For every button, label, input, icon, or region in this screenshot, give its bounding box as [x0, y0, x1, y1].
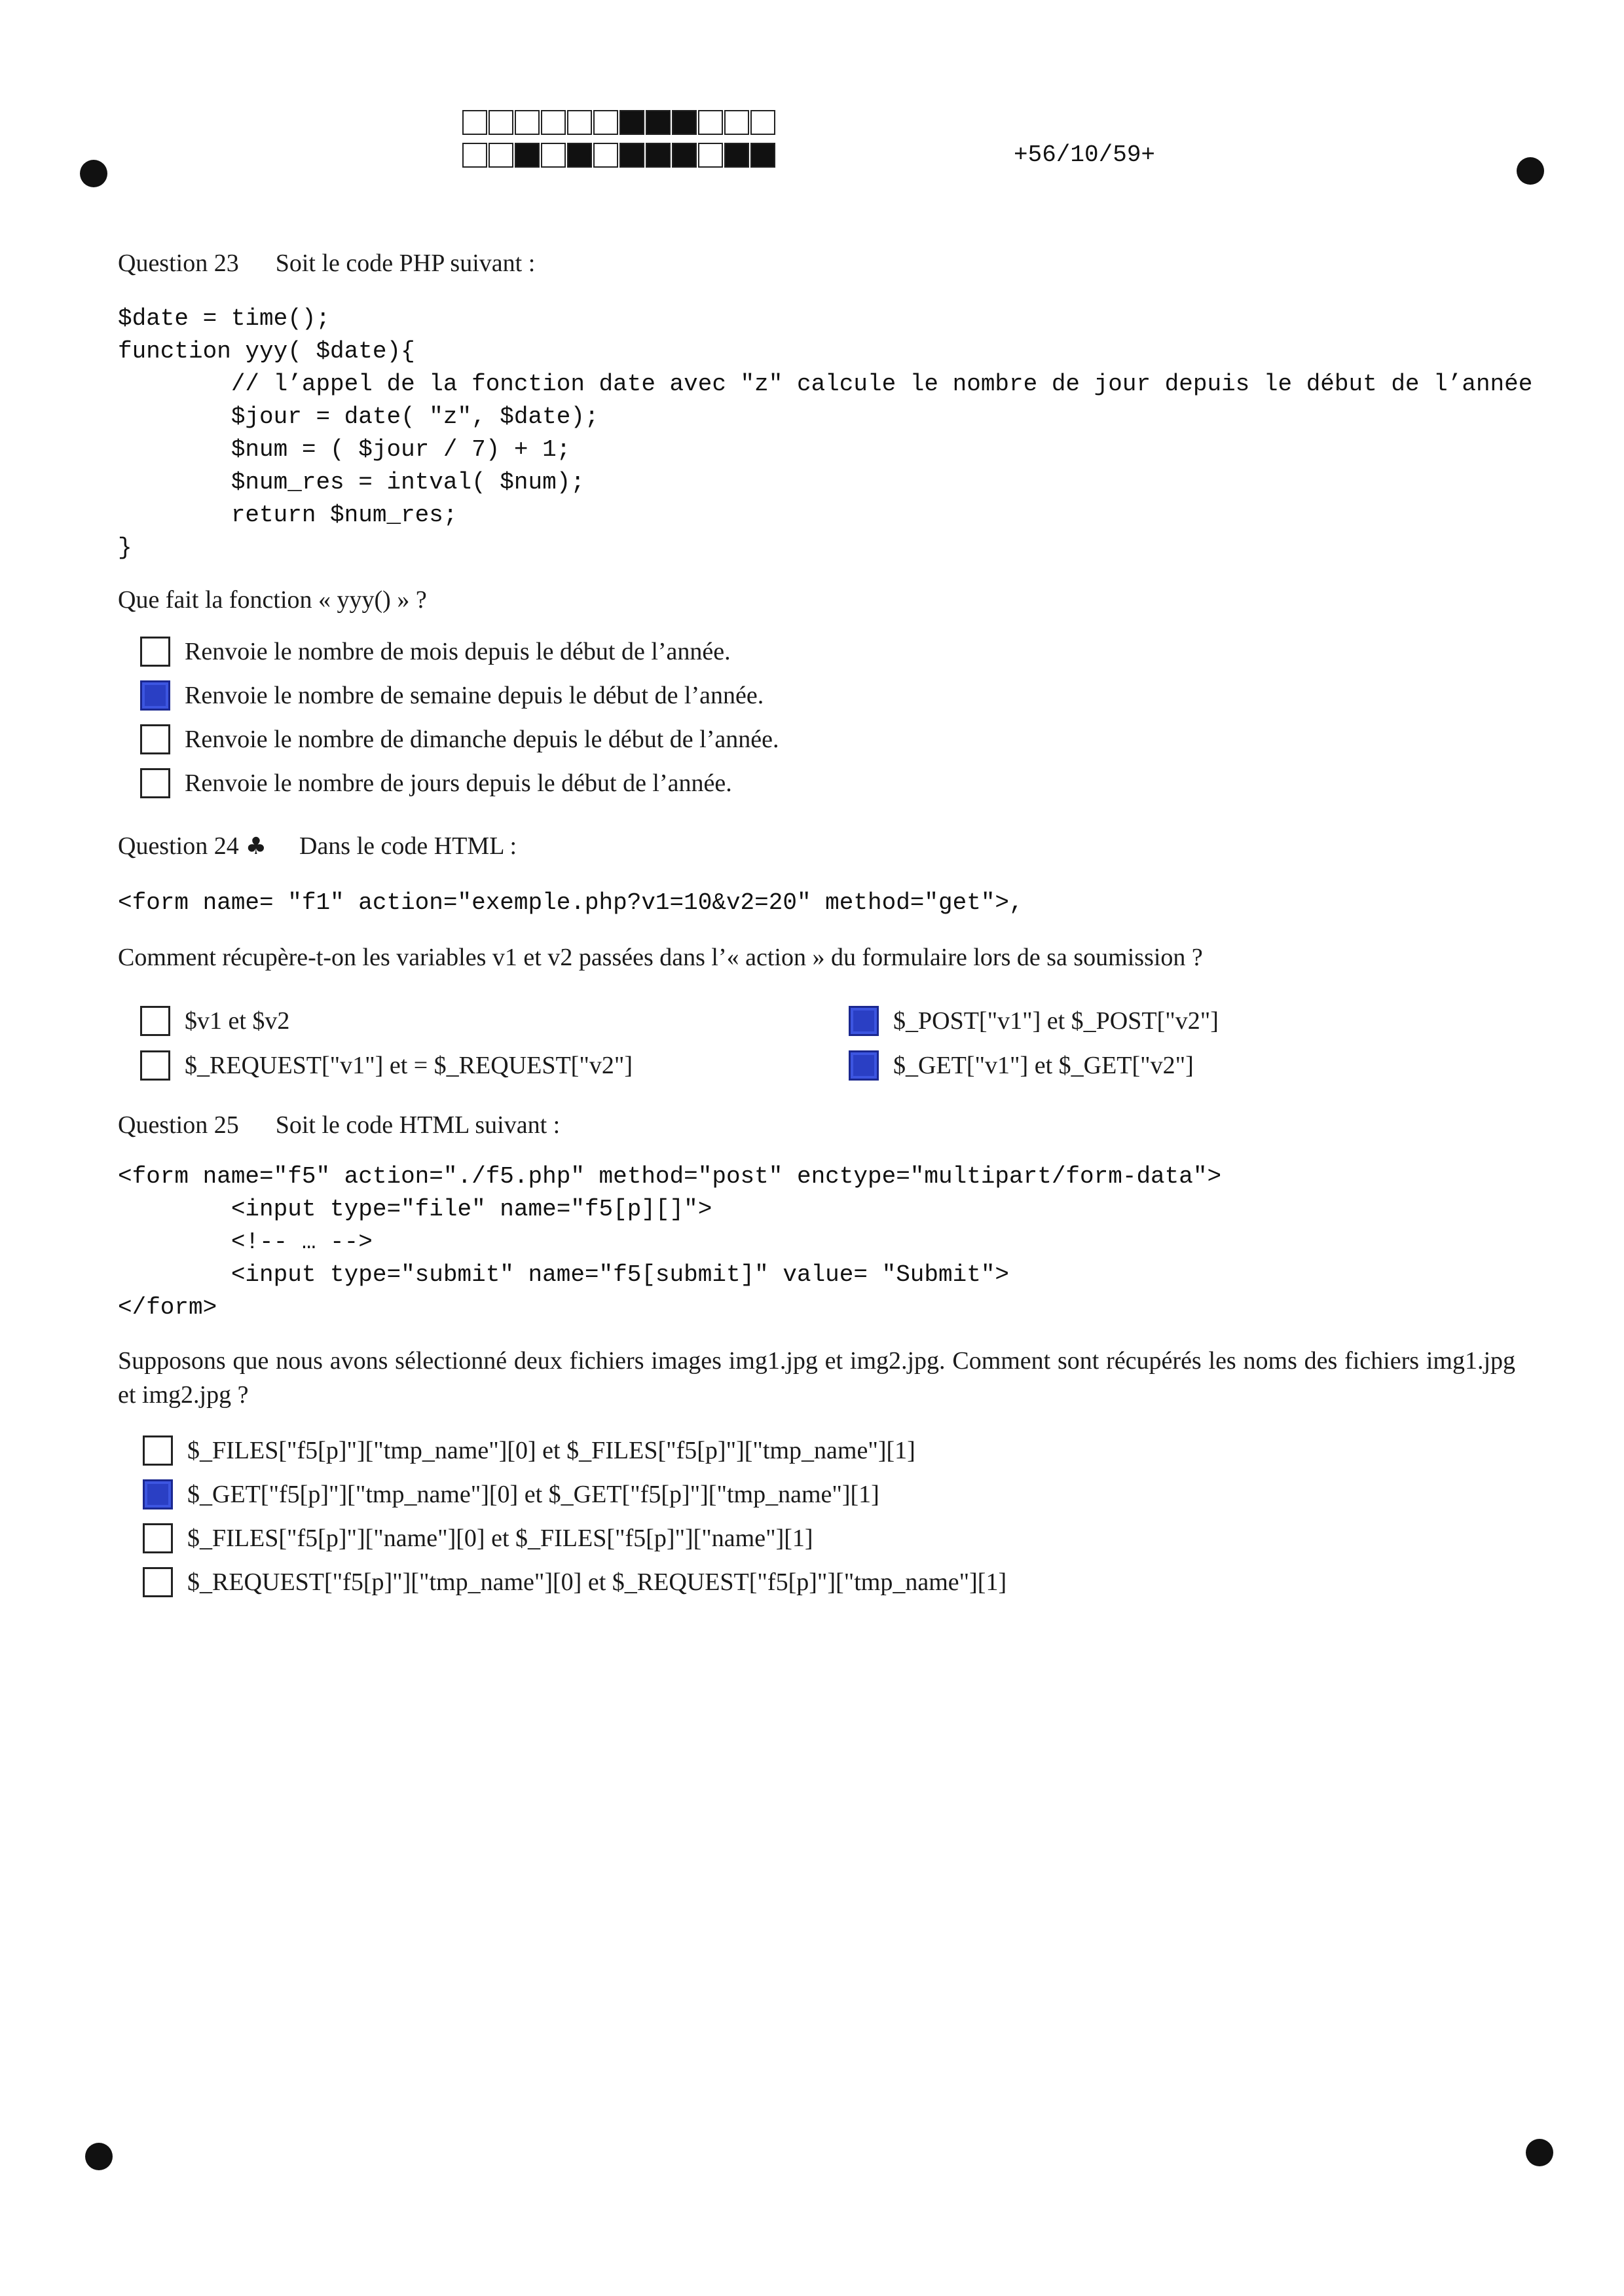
q25-choice-4[interactable] [143, 1567, 1006, 1597]
barcode-cell [489, 110, 513, 135]
checkbox[interactable] [140, 724, 170, 754]
barcode-cell [462, 143, 487, 168]
barcode-cell [619, 110, 644, 135]
corner-mark-bottom-right [1526, 2139, 1553, 2166]
checkbox[interactable] [140, 637, 170, 667]
barcode-row-1 [462, 110, 777, 136]
barcode-cell [698, 110, 723, 135]
barcode-cell [698, 143, 723, 168]
choice-label: Renvoie le nombre de dimanche depuis le début de l’année. [185, 726, 779, 753]
question-25-label: Question 25 [118, 1111, 239, 1139]
barcode-cell [672, 143, 697, 168]
question-25-code: <form name="f5" action="./f5.php" method="post" enctype="multipart/form-data"> <input type="file" name="f5[p][]"> <!-- … --> <input type="submit" name="f5[submit]" value= "Submit"> </form> [118, 1163, 1222, 1321]
club-icon: ♣ [245, 833, 267, 860]
q25-choice-1[interactable] [143, 1435, 915, 1466]
q23-choice-3[interactable] [140, 724, 779, 754]
choice-label: $_REQUEST["v1"] et = $_REQUEST["v2"] [185, 1052, 633, 1079]
q24-choice-3[interactable] [849, 1006, 1219, 1036]
page-barcode [462, 110, 777, 176]
choice-label: $_GET["v1"] et $_GET["v2"] [893, 1052, 1194, 1079]
question-25-intro: Soit le code HTML suivant : [275, 1111, 561, 1139]
barcode-row-2 [462, 143, 777, 169]
q24-choice-4[interactable] [849, 1050, 1194, 1081]
barcode-cell [593, 110, 618, 135]
question-24-text: Comment récupère-t-on les variables v1 et v2 passées dans l’« action » du formulaire lors de sa soumission ? [118, 944, 1203, 971]
checkbox[interactable] [849, 1050, 879, 1081]
barcode-cell [619, 143, 644, 168]
choice-label: Renvoie le nombre de mois depuis le début de l’année. [185, 638, 731, 665]
choice-label: Renvoie le nombre de jours depuis le début de l’année. [185, 769, 732, 797]
checkbox[interactable] [143, 1567, 173, 1597]
barcode-cell [515, 110, 540, 135]
barcode-cell [567, 143, 592, 168]
choice-label: $_GET["f5[p]"]["tmp_name"][0] et $_GET["f5[p]"]["tmp_name"][1] [187, 1481, 879, 1508]
corner-mark-top-right [1517, 157, 1544, 185]
question-23-text: Que fait la fonction « yyy() » ? [118, 586, 427, 614]
question-23-label: Question 23 [118, 250, 239, 277]
question-23-intro: Soit le code PHP suivant : [275, 250, 536, 277]
q23-choice-1[interactable] [140, 637, 731, 667]
question-23-code: $date = time(); function yyy( $date){ // l’appel de la fonction date avec "z" calcule le nombre de jour depuis le début de l’année $jour = date( "z", $date); $num = ( $jour / 7) + 1; $num_res = intval( $num); return $num_res; } [118, 305, 1533, 561]
question-25-text: Supposons que nous avons sélectionné deux fichiers images img1.jpg et img2.jpg. Comment sont récupérés les noms des fichiers img1.jpg et img2.jpg ? [118, 1347, 1515, 1409]
barcode-cell [515, 143, 540, 168]
corner-mark-top-left [80, 160, 107, 187]
checkbox[interactable] [143, 1523, 173, 1553]
q25-choice-2[interactable] [143, 1479, 879, 1509]
q24-choice-1[interactable] [140, 1006, 289, 1036]
checkbox[interactable] [143, 1479, 173, 1509]
question-24-label: Question 24 [118, 832, 239, 860]
checkbox[interactable] [143, 1435, 173, 1466]
page-id: +56/10/59+ [1014, 141, 1156, 168]
checkbox[interactable] [140, 1050, 170, 1081]
question-24-header [118, 832, 517, 861]
barcode-cell [646, 143, 671, 168]
barcode-cell [750, 143, 775, 168]
choice-label: $_FILES["f5[p]"]["tmp_name"][0] et $_FILES["f5[p]"]["tmp_name"][1] [187, 1437, 915, 1464]
question-24-code: <form name= "f1" action="exemple.php?v1=10&v2=20" method="get">, [118, 889, 1024, 916]
question-23-header [118, 249, 535, 278]
barcode-cell [646, 110, 671, 135]
choice-label: $_REQUEST["f5[p]"]["tmp_name"][0] et $_REQUEST["f5[p]"]["tmp_name"][1] [187, 1568, 1007, 1596]
checkbox[interactable] [140, 768, 170, 798]
choice-label: $_POST["v1"] et $_POST["v2"] [893, 1007, 1219, 1035]
barcode-cell [593, 143, 618, 168]
barcode-cell [541, 110, 566, 135]
q23-choice-4[interactable] [140, 768, 732, 798]
q25-choice-3[interactable] [143, 1523, 813, 1553]
checkbox[interactable] [849, 1006, 879, 1036]
barcode-cell [489, 143, 513, 168]
q23-choice-2[interactable] [140, 680, 764, 711]
choice-label: Renvoie le nombre de semaine depuis le début de l’année. [185, 682, 764, 709]
barcode-cell [462, 110, 487, 135]
q24-choice-2[interactable] [140, 1050, 633, 1081]
checkbox[interactable] [140, 680, 170, 711]
question-25-header [118, 1111, 560, 1139]
corner-mark-bottom-left [85, 2143, 113, 2170]
choice-label: $v1 et $v2 [185, 1007, 290, 1035]
barcode-cell [750, 110, 775, 135]
barcode-cell [567, 110, 592, 135]
barcode-cell [724, 110, 749, 135]
checkbox[interactable] [140, 1006, 170, 1036]
barcode-cell [541, 143, 566, 168]
question-24-intro: Dans le code HTML : [299, 832, 517, 860]
barcode-cell [672, 110, 697, 135]
barcode-cell [724, 143, 749, 168]
choice-label: $_FILES["f5[p]"]["name"][0] et $_FILES["f5[p]"]["name"][1] [187, 1525, 813, 1552]
